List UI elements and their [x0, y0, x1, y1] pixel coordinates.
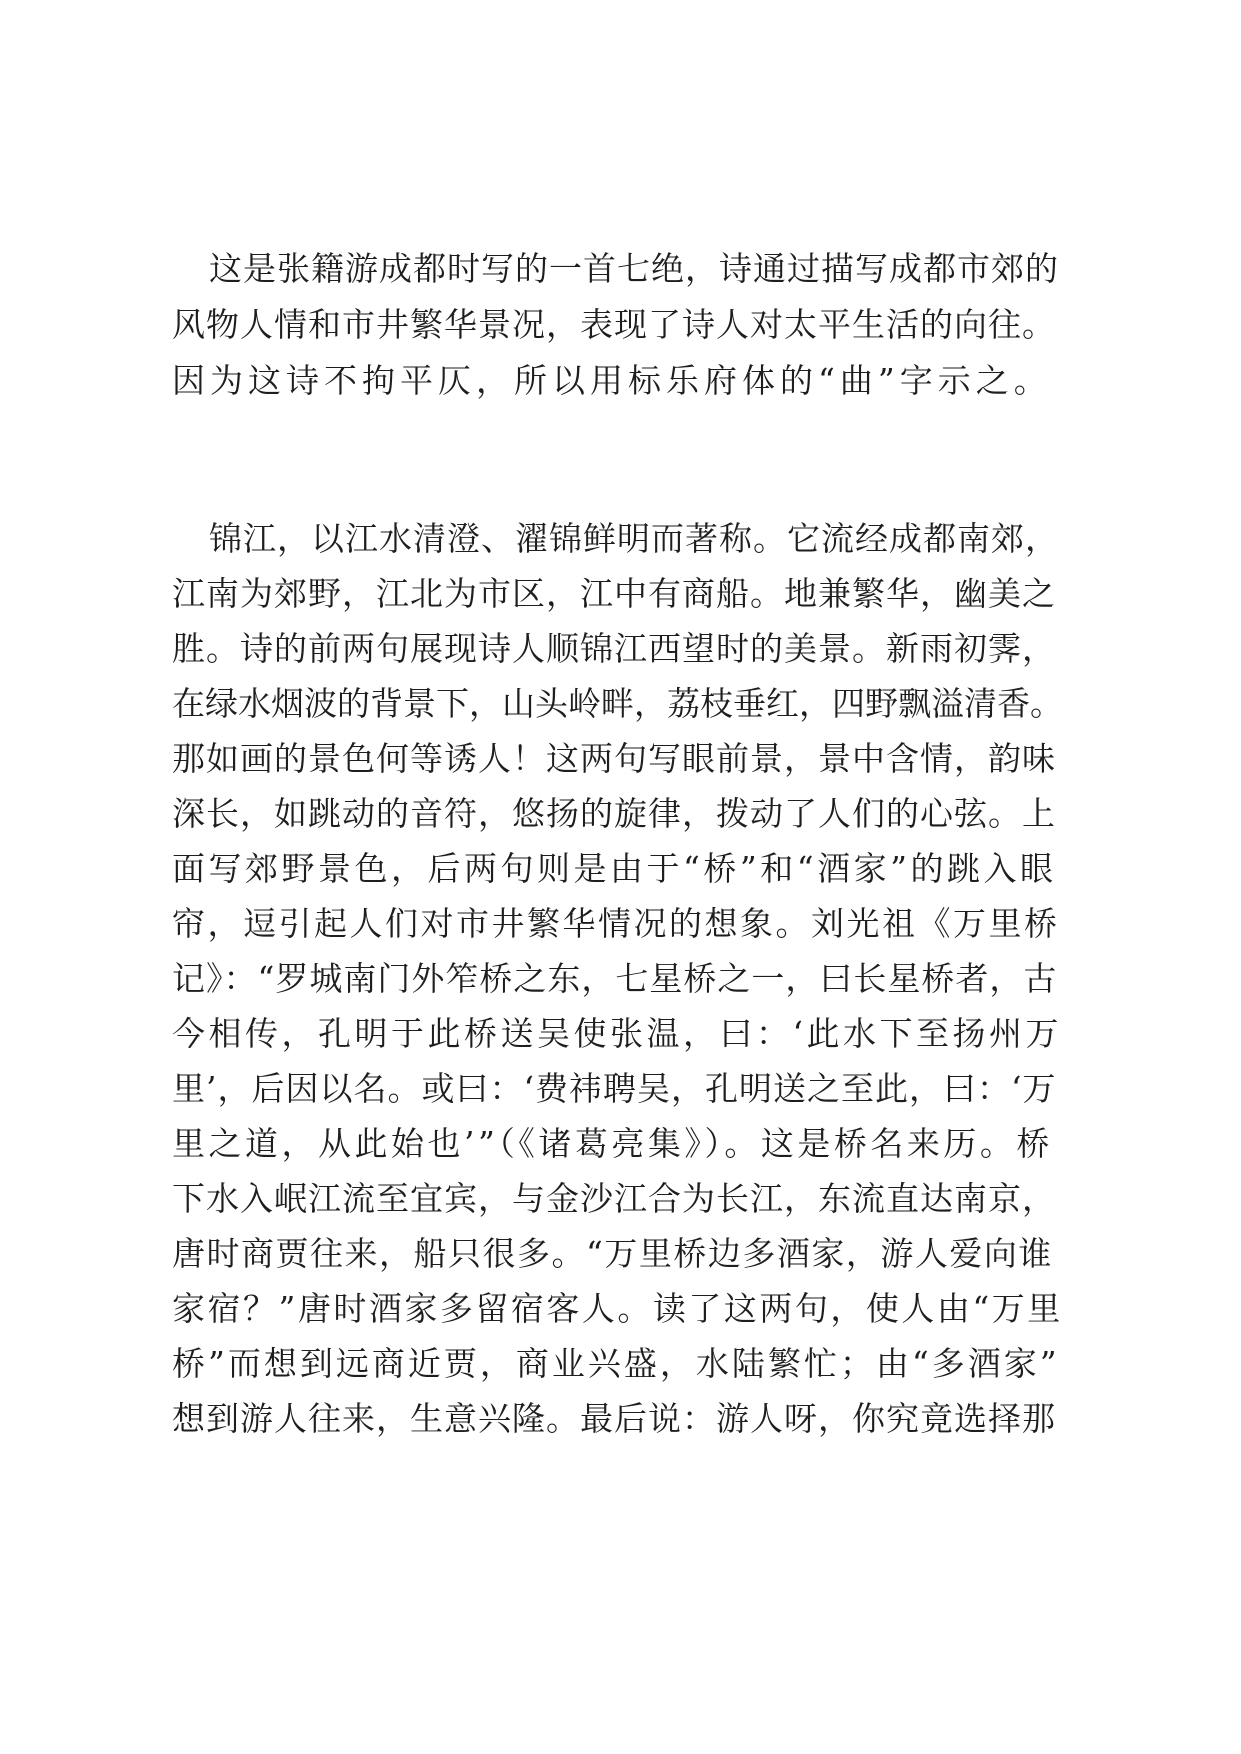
- paragraph-2-line-2: 江南为郊野，江北为市区，江中有商船。地兼繁华，幽美之: [172, 574, 1056, 613]
- paragraph-2-line-5: 那如画的景色何等诱人！这两句写眼前景，景中含情，韵味: [172, 739, 1056, 778]
- paragraph-2-line-9: 记》：“罗城南门外笮桥之东，七星桥之一，曰长星桥者，古: [172, 959, 1058, 998]
- paragraph-2-line-17: 想到游人往来，生意兴隆。最后说：游人呀，你究竟选择那: [172, 1399, 1056, 1438]
- paragraph-2-line-8: 帘，逗引起人们对市井繁华情况的想象。刘光祖《万里桥: [172, 904, 1060, 943]
- paragraph-2-line-10: 今相传，孔明于此桥送吴使张温，曰：‘此水下至扬州万: [172, 1014, 1062, 1053]
- paragraph-1-line-2: 风物人情和市井繁华景况，表现了诗人对太平生活的向往。: [172, 305, 1056, 344]
- paragraph-1-line-1: 这是张籍游成都时写的一首七绝，诗通过描写成都市郊的: [209, 249, 1059, 288]
- paragraph-2-line-1: 锦江，以江水清澄、濯锦鲜明而著称。它流经成都南郊，: [209, 519, 1059, 558]
- paragraph-2-line-3: 胜。诗的前两句展现诗人顺锦江西望时的美景。新雨初霁，: [172, 629, 1056, 668]
- paragraph-2-line-16: 桥”而想到远商近贾，商业兴盛，水陆繁忙；由“多酒家”: [172, 1344, 1060, 1383]
- paragraph-2-line-4: 在绿水烟波的背景下，山头岭畔，荔枝垂红，四野飘溢清香。: [172, 684, 1063, 723]
- paragraph-2-line-14: 唐时商贾往来，船只很多。“万里桥边多酒家，游人爱向谁: [172, 1234, 1053, 1273]
- paragraph-1-line-3: 因为这诗不拘平仄，所以用标乐府体的“曲”字示之。: [172, 361, 1052, 400]
- paragraph-2-line-11: 里’，后因以名。或曰：‘费祎聘吴，孔明送之至此，曰：‘万: [172, 1069, 1057, 1108]
- paragraph-2-line-7: 面写郊野景色，后两句则是由于“桥”和“酒家”的跳入眼: [172, 849, 1057, 888]
- paragraph-2-line-13: 下水入岷江流至宜宾，与金沙江合为长江，东流直达南京，: [172, 1179, 1056, 1218]
- paragraph-2-line-6: 深长，如跳动的音符，悠扬的旋律，拨动了人们的心弦。上: [172, 794, 1056, 833]
- paragraph-2-line-15: 家宿？”唐时酒家多留宿客人。读了这两句，使人由“万里: [172, 1289, 1063, 1328]
- paragraph-2-line-12: 里之道，从此始也’”（《诸葛亮集》）。这是桥名来历。桥: [172, 1124, 1053, 1163]
